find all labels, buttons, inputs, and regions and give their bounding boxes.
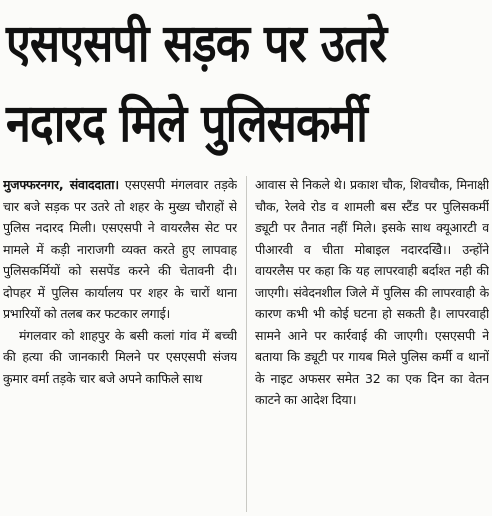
- headline: [6, 4, 486, 164]
- column-divider: [246, 176, 247, 512]
- article-paragraph-1: [3, 174, 237, 325]
- dateline: मुजफ्फरनगर, संवाददाता।: [3, 177, 119, 192]
- article-body: [3, 174, 489, 514]
- headline-line-2: नदारद मिले पुलिसकर्मी: [6, 94, 367, 154]
- article-column-2: [255, 174, 489, 514]
- paragraph-1-text: एसएसपी मंगलवार तड़के चार बजे सड़क पर उतरे तो शहर के मुख्य चौराहों से पुलिस नदारद मिली। एसएसपी ने वायरलैस सेट पर मामले में कड़ी नाराजगी व्यक्त करते हुए लापवाह पुलिसकर्मियों को ससपेंड करने की चेतावनी दी। दोपहर में पुलिस कार्यालय पर शहर के चारों थाना प्रभारियों को तलब कर फटकार लगाई।: [3, 177, 237, 321]
- article-column-2-text: आवास से निकले थे। प्रकाश चौक, शिवचौक, मिनाक्षी चौक, रेलवे रोड व शामली बस स्टैंड पर पुलिसकर्मी ड्यूटी पर तैनात नहीं मिले। इसके साथ क्यूआरटी व पीआरवी व चीता मोबाइल नदारदखिे।। उन्होंने वायरलैस पर कहा कि यह लापरवाही बर्दाश्त नही की जाएगी। संवेदनशील जिले में पुलिस की लापरवाही के कारण कभी भी कोई घटना हो सकती है। लापरवाही सामने आने पर कार्रवाई की जाएगी। एसएसपी ने बताया कि ड्यूटी पर गायब मिले पुलिस कर्मी व थानों के नाइट अफसर समेत 32 का एक दिन का वेतन काटने का आदेश दिया।: [255, 177, 489, 407]
- headline-line-1: एसएसपी सड़क पर उतरे: [6, 14, 387, 74]
- article-paragraph-2: मंगलवार को शाहपुर के बसी कलां गांव में बच्ची की हत्या की जानकारी मिलने पर एसएसपी संजय कुमार वर्मा तड़के चार बजे अपने काफिले साथ: [3, 327, 237, 386]
- article-column-1: [3, 174, 237, 514]
